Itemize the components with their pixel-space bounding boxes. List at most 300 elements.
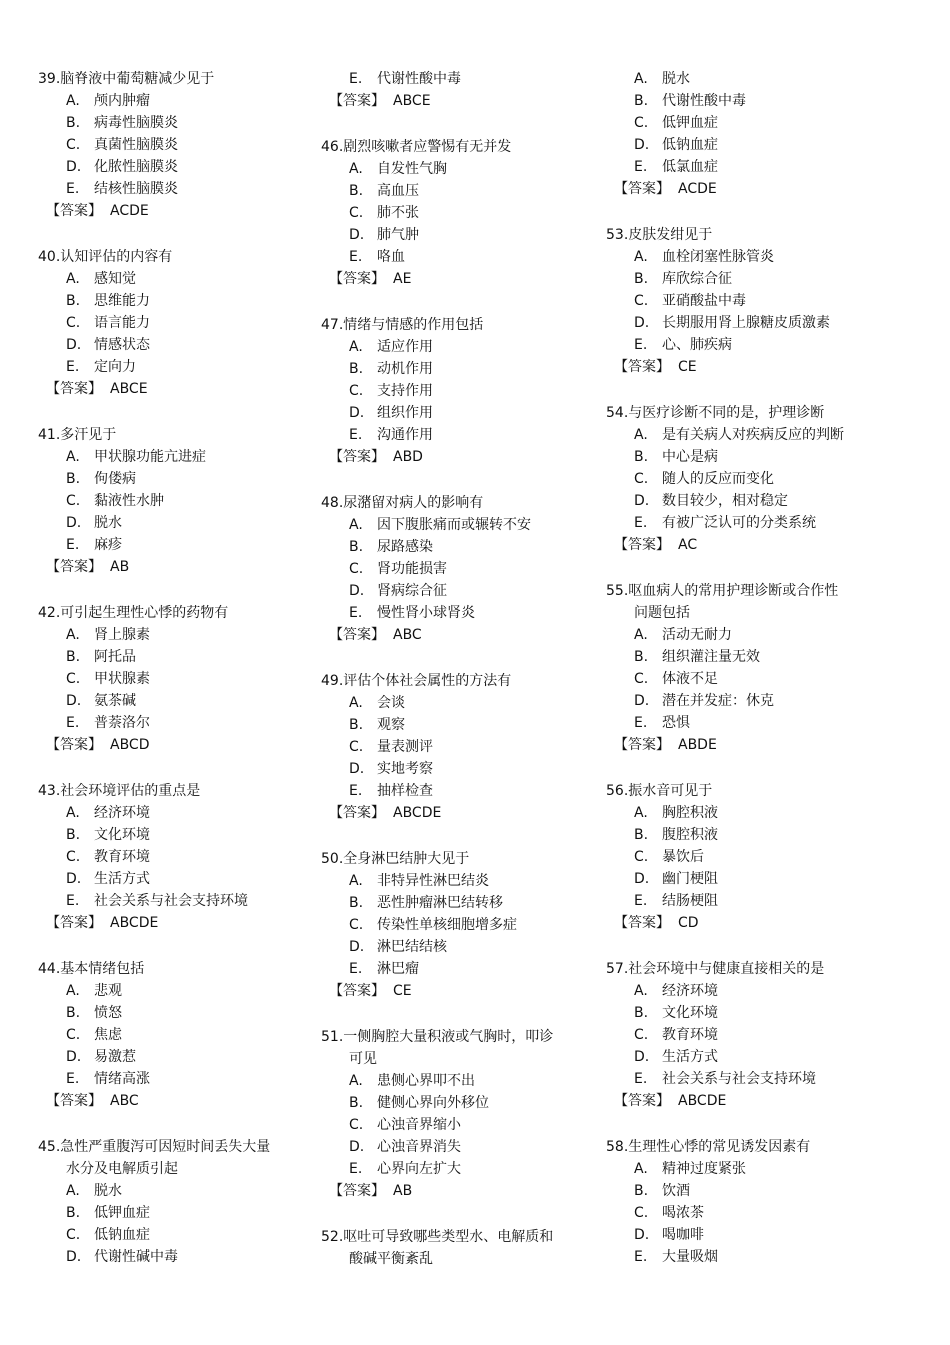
answer-value: ACDE: [110, 203, 149, 219]
option-text: 非特异性淋巴结炎: [377, 873, 489, 889]
option-text: 血栓闭塞性脉管炎: [662, 249, 774, 265]
option-item: [38, 490, 313, 512]
option-letter: A.: [66, 1183, 80, 1199]
option-item: [38, 890, 313, 912]
answer-line: [321, 802, 596, 824]
option-item: [321, 158, 596, 180]
option-text: 阿托品: [94, 649, 136, 665]
question-number: 42.: [38, 605, 61, 621]
option-letter: E.: [349, 1161, 363, 1177]
question-stem: [606, 1136, 881, 1158]
option-text: 体液不足: [662, 671, 718, 687]
option-item: [606, 134, 881, 156]
question-number: 50.: [321, 851, 344, 867]
option-text: 数目较少，相对稳定: [662, 493, 788, 509]
option-item: [321, 736, 596, 758]
question-stem-text: 脑脊液中葡萄糖减少见于: [60, 71, 215, 87]
answer-line: [606, 1090, 881, 1112]
option-item: [606, 1046, 881, 1068]
answer-label: 【答案】: [329, 271, 385, 287]
option-item: [321, 246, 596, 268]
option-text: 焦虑: [94, 1027, 122, 1043]
option-letter: B.: [349, 539, 364, 555]
option-text: 动机作用: [377, 361, 433, 377]
option-text: 饮酒: [662, 1183, 690, 1199]
answer-label: 【答案】: [329, 93, 385, 109]
option-text: 代谢性酸中毒: [377, 71, 461, 87]
option-text: 低氯血症: [662, 159, 718, 175]
option-text: 因下腹胀痛而或辗转不安: [377, 517, 531, 533]
answer-label: 【答案】: [614, 737, 670, 753]
option-letter: E.: [634, 1249, 648, 1265]
option-text: 教育环境: [94, 849, 150, 865]
option-letter: D.: [634, 693, 650, 709]
answer-line: [321, 90, 596, 112]
option-item: [321, 1114, 596, 1136]
option-item: [38, 334, 313, 356]
question-number: 57.: [606, 961, 629, 977]
question-number: 51.: [321, 1029, 344, 1045]
question-block: [606, 580, 881, 756]
question-stem: [321, 492, 596, 514]
question-stem-continuation: 水分及电解质引起: [66, 1161, 178, 1177]
question-stem-text: 多汗见于: [60, 427, 117, 443]
option-letter: C.: [349, 205, 364, 221]
option-item: [38, 980, 313, 1002]
question-block: [606, 224, 881, 378]
option-letter: E.: [66, 715, 80, 731]
option-text: 会谈: [377, 695, 405, 711]
option-text: 活动无耐力: [662, 627, 732, 643]
option-item: [38, 290, 313, 312]
option-item: [38, 156, 313, 178]
option-item: [321, 380, 596, 402]
option-item: [321, 758, 596, 780]
option-text: 文化环境: [94, 827, 150, 843]
option-item: [38, 468, 313, 490]
option-letter: C.: [66, 315, 81, 331]
answer-label: 【答案】: [614, 181, 670, 197]
question-stem-text: 情绪与情感的作用包括: [343, 317, 484, 333]
option-letter: E.: [66, 1071, 80, 1087]
option-item: [606, 1246, 881, 1268]
option-item: [606, 90, 881, 112]
question-stem-text: 振水音可见于: [628, 783, 713, 799]
option-item: [606, 1068, 881, 1090]
option-item: [38, 312, 313, 334]
option-text: 情感状态: [94, 337, 150, 353]
question-stem: [38, 1136, 313, 1158]
option-text: 适应作用: [377, 339, 433, 355]
option-item: [38, 112, 313, 134]
option-letter: D.: [66, 693, 82, 709]
option-text: 文化环境: [662, 1005, 718, 1021]
answer-value: ABCD: [110, 737, 150, 753]
option-text: 黏液性水肿: [94, 493, 164, 509]
option-item: [38, 1224, 313, 1246]
option-text: 易激惹: [94, 1049, 136, 1065]
question-stem-text: 认知评估的内容有: [60, 249, 173, 265]
option-text: 喝浓茶: [662, 1205, 704, 1221]
option-letter: A.: [349, 1073, 363, 1089]
answer-line: [38, 200, 313, 222]
option-text: 语言能力: [94, 315, 150, 331]
answer-line: [606, 734, 881, 756]
option-item: [38, 446, 313, 468]
option-item: [38, 690, 313, 712]
option-letter: A.: [349, 517, 363, 533]
option-letter: A.: [66, 271, 80, 287]
answer-label: 【答案】: [46, 737, 102, 753]
option-text: 脱水: [94, 1183, 122, 1199]
answer-label: 【答案】: [614, 915, 670, 931]
option-text: 库欣综合征: [662, 271, 732, 287]
option-letter: A.: [349, 873, 363, 889]
answer-value: CE: [393, 983, 412, 999]
question-block: [321, 136, 596, 290]
option-letter: D.: [349, 761, 365, 777]
answer-line: [321, 1180, 596, 1202]
option-letter: B.: [66, 649, 81, 665]
option-letter: E.: [349, 605, 363, 621]
option-text: 代谢性碱中毒: [94, 1249, 178, 1265]
option-item: [606, 1224, 881, 1246]
option-text: 社会关系与社会支持环境: [662, 1071, 816, 1087]
option-letter: A.: [349, 339, 363, 355]
answer-value: ACDE: [678, 181, 717, 197]
option-letter: D.: [634, 1049, 650, 1065]
answer-value: AB: [393, 1183, 413, 1199]
option-text: 氨茶碱: [94, 693, 136, 709]
option-text: 是有关病人对疾病反应的判断: [662, 427, 844, 443]
answer-line: [38, 734, 313, 756]
option-text: 组织作用: [377, 405, 433, 421]
answer-line: [606, 534, 881, 556]
option-text: 长期服用肾上腺糖皮质激素: [662, 315, 830, 331]
question-number: 55.: [606, 583, 629, 599]
answer-value: ABCE: [393, 93, 431, 109]
answer-line: [38, 1090, 313, 1112]
option-letter: A.: [634, 983, 648, 999]
option-item: [38, 1202, 313, 1224]
option-letter: D.: [66, 337, 82, 353]
option-letter: B.: [634, 1183, 649, 1199]
option-item: [38, 134, 313, 156]
question-number: 44.: [38, 961, 61, 977]
option-text: 腹腔积液: [662, 827, 718, 843]
option-item: [321, 958, 596, 980]
option-text: 甲状腺功能亢进症: [94, 449, 206, 465]
option-letter: C.: [349, 383, 364, 399]
option-text: 真菌性脑膜炎: [94, 137, 178, 153]
option-letter: C.: [634, 849, 649, 865]
option-item: [38, 868, 313, 890]
question-stem-text: 尿潴留对病人的影响有: [343, 495, 484, 511]
option-text: 结核性脑膜炎: [94, 181, 178, 197]
option-letter: A.: [66, 93, 80, 109]
question-number: 43.: [38, 783, 61, 799]
question-stem: [38, 424, 313, 446]
option-letter: A.: [634, 1161, 648, 1177]
question-block: [606, 780, 881, 934]
answer-label: 【答案】: [329, 983, 385, 999]
answer-line: [38, 378, 313, 400]
option-item: [321, 558, 596, 580]
answer-label: 【答案】: [329, 449, 385, 465]
option-letter: B.: [66, 115, 81, 131]
question-stem-text: 生理性心悸的常见诱发因素有: [628, 1139, 811, 1155]
answer-value: ABC: [110, 1093, 139, 1109]
question-stem: [606, 224, 881, 246]
question-stem: [321, 670, 596, 692]
option-text: 脱水: [94, 515, 122, 531]
question-stem-text: 呕吐可导致哪些类型水、电解质和: [343, 1229, 554, 1245]
option-text: 喝咖啡: [662, 1227, 704, 1243]
option-item: [321, 336, 596, 358]
option-letter: D.: [349, 227, 365, 243]
option-text: 经济环境: [662, 983, 718, 999]
option-item: [606, 290, 881, 312]
option-letter: C.: [634, 471, 649, 487]
option-text: 化脓性脑膜炎: [94, 159, 178, 175]
answer-label: 【答案】: [46, 203, 102, 219]
option-text: 抽样检查: [377, 783, 433, 799]
option-letter: E.: [349, 71, 363, 87]
question-stem-text: 呕血病人的常用护理诊断或合作性: [628, 583, 839, 599]
answer-label: 【答案】: [46, 1093, 102, 1109]
question-block: [321, 1226, 596, 1270]
option-letter: B.: [634, 271, 649, 287]
option-text: 精神过度紧张: [662, 1161, 746, 1177]
option-letter: B.: [634, 827, 649, 843]
option-item: [38, 646, 313, 668]
option-text: 中心是病: [662, 449, 718, 465]
answer-label: 【答案】: [46, 559, 102, 575]
answer-value: CD: [678, 915, 699, 931]
option-letter: A.: [66, 983, 80, 999]
option-text: 淋巴结结核: [377, 939, 447, 955]
option-text: 支持作用: [377, 383, 433, 399]
answer-label: 【答案】: [614, 359, 670, 375]
option-text: 心浊音界缩小: [377, 1117, 461, 1133]
option-letter: A.: [66, 805, 80, 821]
option-text: 恶性肿瘤淋巴结转移: [377, 895, 503, 911]
answer-value: ABCDE: [393, 805, 442, 821]
option-text: 慢性肾小球肾炎: [377, 605, 475, 621]
question-block: [606, 1136, 881, 1268]
option-letter: D.: [634, 493, 650, 509]
question-stem-continuation: 问题包括: [634, 605, 690, 621]
answer-value: ABCDE: [678, 1093, 727, 1109]
question-stem-text: 一侧胸腔大量积液或气胸时，叩诊: [343, 1029, 554, 1045]
option-text: 观察: [377, 717, 405, 733]
option-item: [38, 1246, 313, 1268]
option-letter: E.: [634, 337, 648, 353]
question-stem: [321, 1026, 596, 1048]
question-block: [606, 402, 881, 556]
option-text: 淋巴瘤: [377, 961, 419, 977]
answer-label: 【答案】: [329, 805, 385, 821]
option-text: 潜在并发症：休克: [662, 693, 774, 709]
answer-value: ABCDE: [110, 915, 159, 931]
option-item: [321, 1136, 596, 1158]
answer-label: 【答案】: [614, 1093, 670, 1109]
question-stem: [606, 402, 881, 424]
option-letter: C.: [349, 739, 364, 755]
option-letter: E.: [634, 1071, 648, 1087]
option-letter: C.: [349, 561, 364, 577]
question-stem: [38, 602, 313, 624]
option-letter: B.: [634, 449, 649, 465]
option-letter: B.: [349, 183, 364, 199]
option-letter: D.: [66, 515, 82, 531]
question-block: [38, 780, 313, 934]
option-text: 教育环境: [662, 1027, 718, 1043]
option-text: 心、肺疾病: [662, 337, 732, 353]
option-text: 自发性气胸: [377, 161, 447, 177]
question-stem: [606, 780, 881, 802]
option-letter: E.: [349, 427, 363, 443]
option-letter: B.: [349, 1095, 364, 1111]
option-letter: B.: [66, 1005, 81, 1021]
option-letter: E.: [66, 537, 80, 553]
option-item: [38, 1046, 313, 1068]
option-letter: C.: [349, 1117, 364, 1133]
option-text: 胸腔积液: [662, 805, 718, 821]
option-text: 脱水: [662, 71, 690, 87]
option-letter: A.: [349, 161, 363, 177]
option-text: 思维能力: [94, 293, 150, 309]
option-item: [606, 112, 881, 134]
option-text: 心界向左扩大: [377, 1161, 461, 1177]
option-item: [38, 1024, 313, 1046]
answer-line: [321, 980, 596, 1002]
option-text: 尿路感染: [377, 539, 433, 555]
answer-value: AE: [393, 271, 412, 287]
option-letter: C.: [66, 671, 81, 687]
option-letter: D.: [634, 871, 650, 887]
option-item: [38, 1002, 313, 1024]
question-number: 54.: [606, 405, 629, 421]
option-item: [38, 268, 313, 290]
option-letter: B.: [634, 93, 649, 109]
option-text: 定向力: [94, 359, 136, 375]
option-item: [606, 512, 881, 534]
option-letter: A.: [66, 627, 80, 643]
answer-line: [321, 624, 596, 646]
option-text: 低钠血症: [94, 1227, 150, 1243]
option-text: 随人的反应而变化: [662, 471, 774, 487]
option-letter: E.: [349, 961, 363, 977]
option-item: [38, 824, 313, 846]
answer-label: 【答案】: [329, 1183, 385, 1199]
question-stem-continuation: 酸碱平衡紊乱: [349, 1251, 433, 1267]
option-text: 佝偻病: [94, 471, 136, 487]
answer-line: [321, 268, 596, 290]
option-item: [606, 980, 881, 1002]
question-number: 40.: [38, 249, 61, 265]
option-text: 心浊音界消失: [377, 1139, 461, 1155]
question-stem: [321, 314, 596, 336]
answer-line: [606, 356, 881, 378]
option-item: [38, 1180, 313, 1202]
option-text: 恐惧: [662, 715, 690, 731]
answer-line: [321, 446, 596, 468]
question-block: [606, 958, 881, 1112]
option-letter: D.: [349, 939, 365, 955]
question-stem: [606, 580, 881, 602]
question-number: 39.: [38, 71, 61, 87]
option-item: [606, 1158, 881, 1180]
option-text: 幽门梗阻: [662, 871, 718, 887]
question-stem-text: 全身淋巴结肿大见于: [343, 851, 470, 867]
answer-value: ABCE: [110, 381, 148, 397]
option-letter: B.: [66, 1205, 81, 1221]
question-block: [38, 602, 313, 756]
question-number: 53.: [606, 227, 629, 243]
option-letter: C.: [634, 115, 649, 131]
option-item: [606, 668, 881, 690]
option-text: 肾病综合征: [377, 583, 447, 599]
option-letter: B.: [634, 1005, 649, 1021]
option-letter: B.: [349, 717, 364, 733]
option-item: [606, 890, 881, 912]
option-item: [321, 358, 596, 380]
question-block: [38, 68, 313, 222]
question-stem: [606, 958, 881, 980]
option-letter: D.: [634, 137, 650, 153]
question-block: [606, 68, 881, 200]
option-item: [321, 602, 596, 624]
option-item: [38, 668, 313, 690]
option-letter: E.: [66, 893, 80, 909]
option-letter: C.: [634, 1027, 649, 1043]
option-item: [606, 690, 881, 712]
option-letter: D.: [634, 315, 650, 331]
option-letter: A.: [66, 449, 80, 465]
option-item: [606, 846, 881, 868]
option-letter: D.: [349, 405, 365, 421]
option-letter: E.: [634, 893, 648, 909]
question-number: 48.: [321, 495, 344, 511]
question-stem: [38, 246, 313, 268]
answer-line: [606, 912, 881, 934]
answer-label: 【答案】: [614, 537, 670, 553]
option-item: [38, 178, 313, 200]
column-3: [606, 68, 881, 1292]
option-item: [38, 90, 313, 112]
question-stem: [38, 958, 313, 980]
question-number: 47.: [321, 317, 344, 333]
question-stem: [321, 848, 596, 870]
option-text: 实地考察: [377, 761, 433, 777]
option-item: [321, 580, 596, 602]
answer-label: 【答案】: [329, 627, 385, 643]
option-item: [321, 224, 596, 246]
option-letter: E.: [634, 715, 648, 731]
question-block: [38, 246, 313, 400]
option-text: 生活方式: [94, 871, 150, 887]
option-letter: D.: [66, 159, 82, 175]
option-text: 甲状腺素: [94, 671, 150, 687]
question-number: 41.: [38, 427, 61, 443]
option-text: 代谢性酸中毒: [662, 93, 746, 109]
option-text: 普萘洛尔: [94, 715, 150, 731]
answer-label: 【答案】: [46, 381, 102, 397]
option-item: [606, 312, 881, 334]
option-letter: E.: [349, 249, 363, 265]
option-item: [606, 624, 881, 646]
